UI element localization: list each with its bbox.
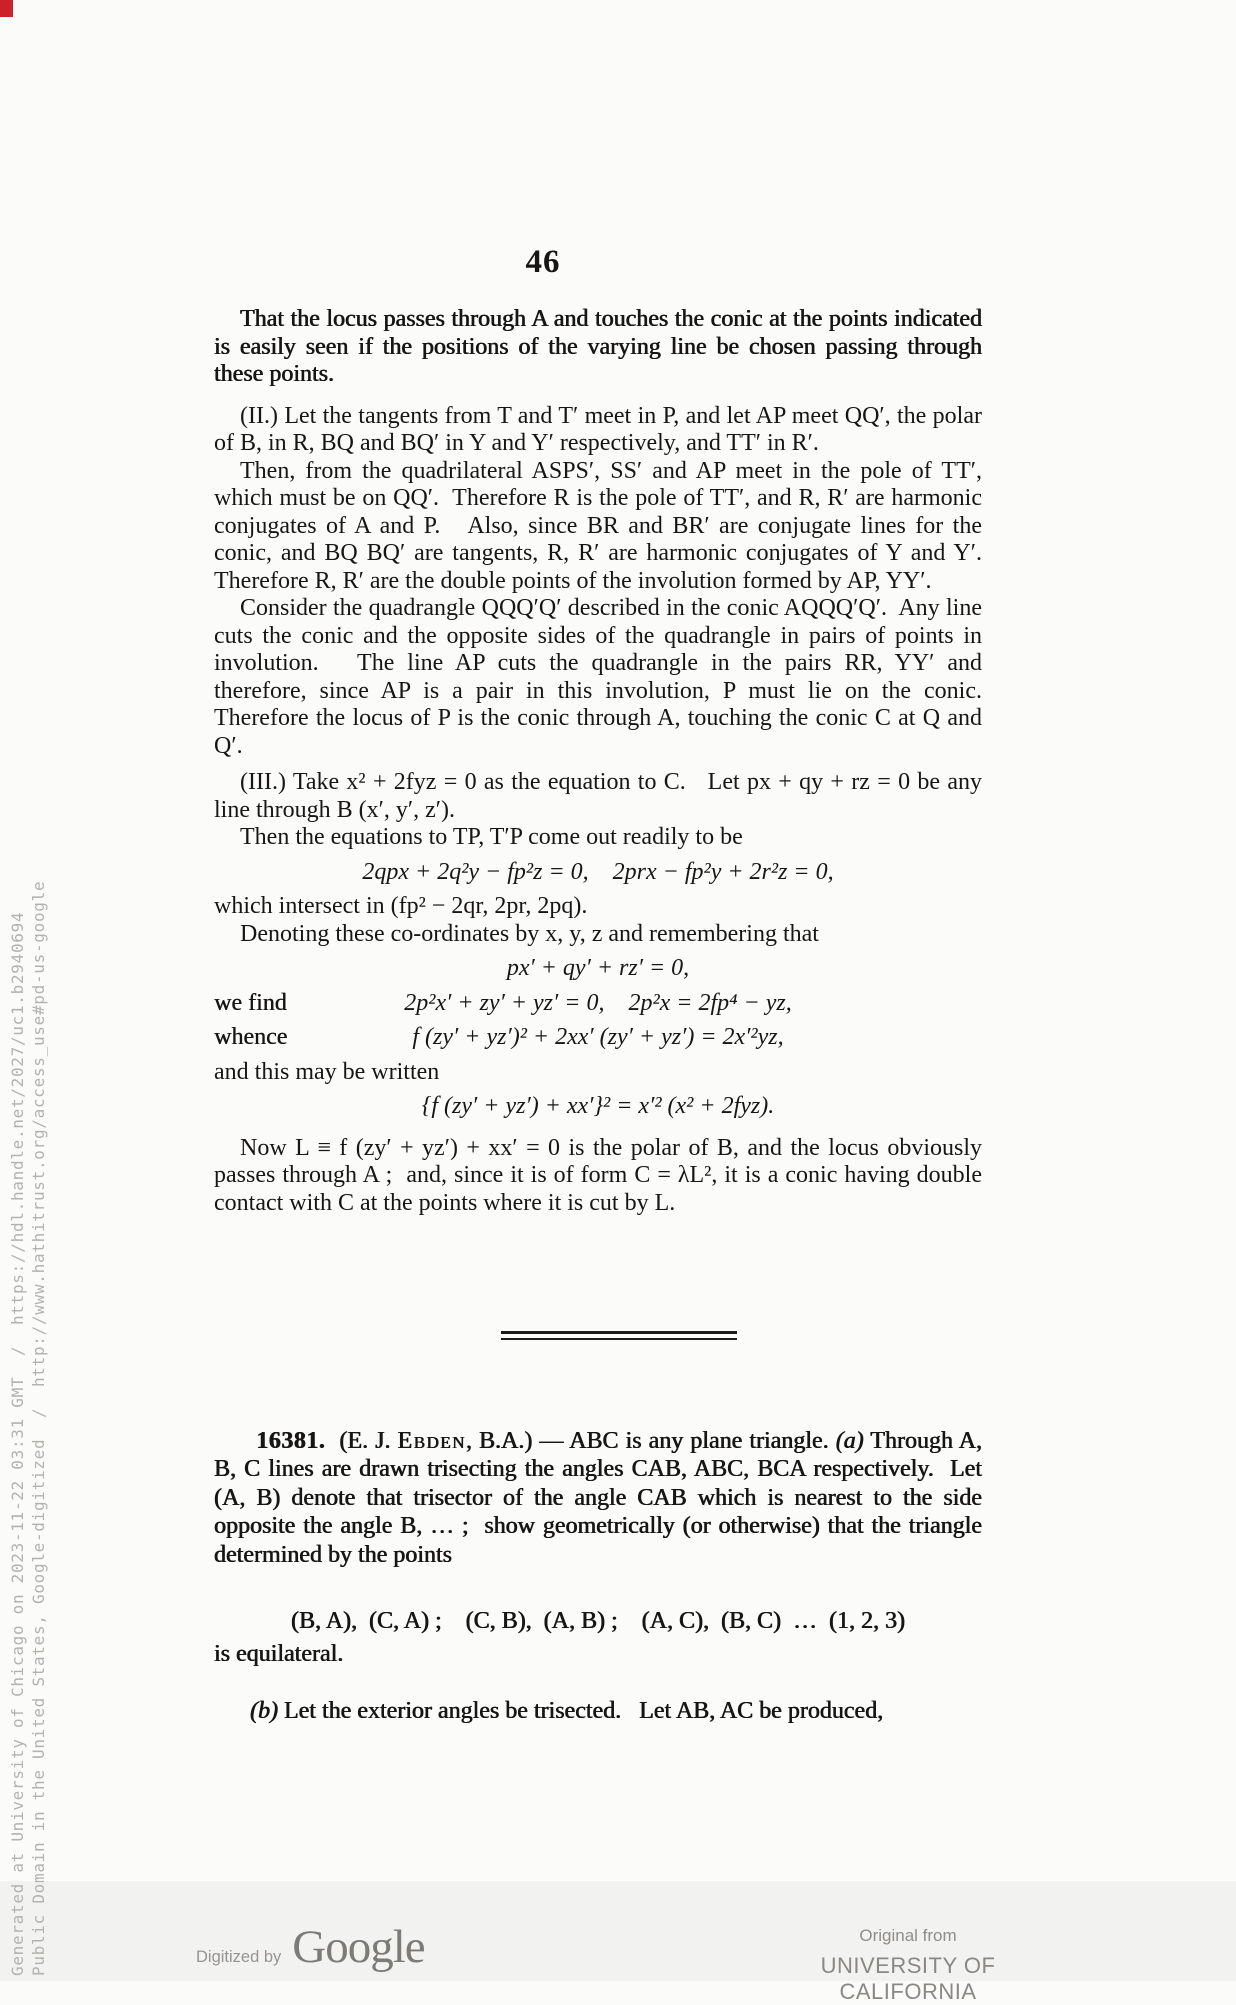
problem-points-line: (B, A), (C, A) ; (C, B), (A, B) ; (A, C), (B, C) … (1, 2, 3) — [291, 1607, 905, 1634]
paragraph-section-iii: (III.) Take x² + 2fyz = 0 as the equation to C. Let px + qy + rz = 0 be any line through B (x′, y′, z′). — [214, 769, 988, 823]
divider-rule-thick — [501, 1331, 737, 1334]
equation-final-form — [214, 1093, 982, 1121]
page-number: 46 — [525, 244, 561, 280]
institution-name: UNIVERSITY OF CALIFORNIA — [820, 1953, 996, 2004]
problem-author-name: Ebden — [397, 1427, 466, 1454]
divider-rule-thin — [501, 1338, 737, 1340]
digitized-by-label: Digitized by — [196, 1948, 282, 1966]
equation-text: f (zy′ + yz′)² + 2xx′ (zy′ + yz′) = 2x′²yz, — [412, 1024, 784, 1050]
paragraph-equations-intro: Then the equations to TP, T′P come out readily to be — [240, 824, 743, 850]
paragraph-intersect: which intersect in (fp² − 2qr, 2pr, 2pq). — [214, 893, 588, 919]
paragraph-locus: That the locus passes through A and touches the conic at the points indicated is easily seen if the positions of the varying line be chosen passing through these points. — [214, 306, 988, 387]
problem-statement — [214, 1398, 989, 1598]
problem-author-pre: (E. J. — [325, 1427, 398, 1454]
watermark-public-domain-line: Public Domain in the United States, Google-digitized / http://www.hathitrust.org/access_use#pd-us-google — [29, 880, 48, 1976]
problem-part-b — [214, 1669, 982, 1755]
equation-text: 2qpx + 2q²y − fp²z = 0, 2prx − fp²y + 2r²z = 0, — [362, 858, 834, 885]
problem-author-post: , B.A.) — ABC is any plane triangle. — [465, 1427, 836, 1454]
equation-plane-condition — [214, 955, 982, 983]
part-b-marker: (b) — [250, 1698, 278, 1724]
equation-text: 2p²x′ + zy′ + yz′ = 0, 2p²x = 2fp⁴ − yz, — [404, 989, 792, 1016]
whence-label: whence — [214, 1024, 288, 1050]
watermark-generated-line: Generated at University of Chicago on 2023-11-22 03:31 GMT / https://hdl.handle.net/2027/uc1.b2940694 — [8, 911, 27, 1976]
equation-we-find-row — [214, 990, 982, 1018]
source-attribution — [756, 1926, 1060, 2005]
original-from-label: Original from — [859, 1926, 957, 1945]
paragraph-denoting: Denoting these co-ordinates by x, y, z and remembering that — [240, 920, 819, 947]
equation-text: px′ + qy′ + rz′ = 0, — [506, 955, 690, 981]
part-b-text: Let the exterior angles be trisected. Let AB, AC be produced, — [277, 1698, 884, 1724]
equation-text: {f (zy′ + yz′) + xx′}² = x′² (x² + 2fyz). — [421, 1093, 775, 1119]
paragraph-section-ii: (II.) Let the tangents from T and T′ meet in P, and let AP meet QQ′, the polar of B, in R, BQ and BQ′ in Y and Y′ respectively, and TT′ in R′. — [214, 402, 988, 456]
page-text-block — [214, 306, 1000, 1217]
paragraph-conclusion: Now L ≡ f (zy′ + yz′) + xx′ = 0 is the polar of B, and the locus obviously passes through A ; and, since it is of form C = λL², it is a conic having double contact with C at the points where it is cut by L. — [214, 1134, 988, 1216]
part-a-text: Through A, B, C lines are drawn trisecting the angles CAB, ABC, BCA respectively. Let (A, B) denote that trisector of the angle CAB which is nearest to the side opposite the angle B, … ; show geometrically (or otherwise) that the triangle determined by the points — [214, 1427, 989, 1568]
equation-tangent-lines — [214, 859, 982, 887]
paragraph-quadrangle: Consider the quadrangle QQQ′Q′ described in the conic AQQQ′Q′. Any line cuts the conic and the opposite sides of the quadrangle in pairs of points in involution. The line AP cuts the quadrangle in the pairs RR, YY′ and therefore, since AP is a pair in this involution, P must lie on the conic. Therefore the locus of P is the conic through A, touching the conic C at Q and Q′. — [214, 595, 1000, 759]
paragraph-may-be-written: and this may be written — [214, 1058, 440, 1085]
equation-whence-row — [214, 1024, 982, 1052]
part-a-marker: (a) — [835, 1427, 864, 1454]
scan-artifact-red — [0, 0, 13, 17]
section-divider — [501, 1331, 737, 1340]
problem-16381 — [214, 1398, 989, 1754]
problem-number: 16381. — [256, 1427, 326, 1454]
paragraph-quadrilateral: Then, from the quadrilateral ASPS′, SS′ and AP meet in the pole of TT′, which must be on QQ′. Therefore R is the pole of TT′, and R, R′ are harmonic conjugates of A and P. Also, since BR and BR′ are conjugate lines for the conic, and BQ BQ′ are tangents, R, R′ are harmonic conjugates of Y and Y′. Therefore R, R′ are the double points of the involution formed by AP, YY′. — [214, 457, 994, 594]
we-find-label: we find — [214, 989, 287, 1016]
google-logo: Google — [292, 1921, 425, 1973]
problem-equilateral: is equilateral. — [214, 1641, 344, 1667]
google-attribution — [196, 1920, 425, 1974]
